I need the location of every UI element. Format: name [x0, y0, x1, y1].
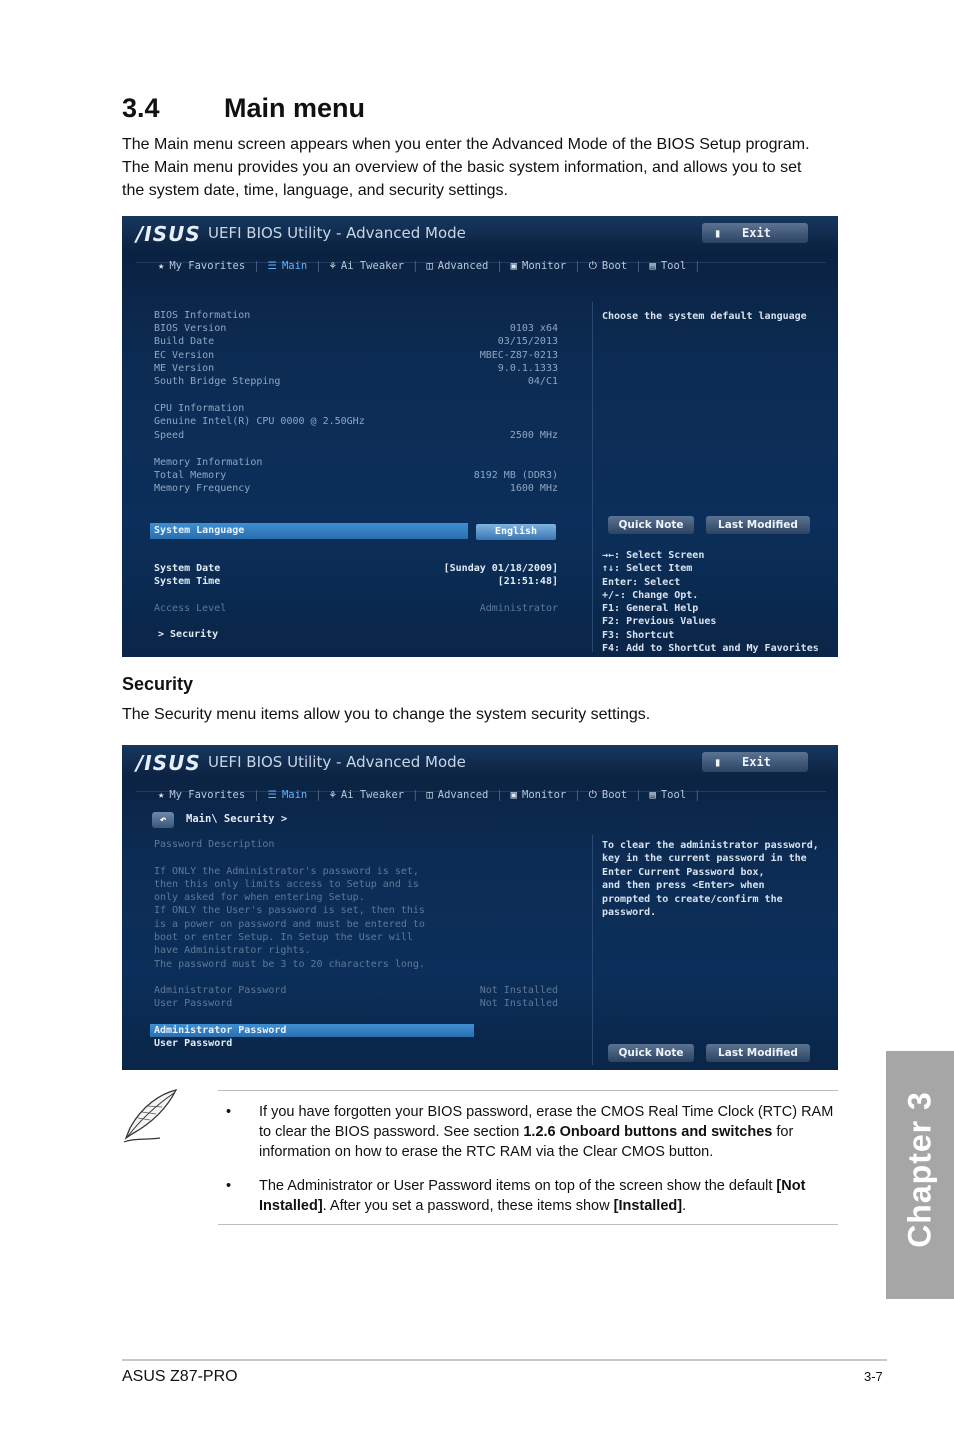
tab-advanced[interactable] [426, 260, 488, 272]
help-line: key in the current password in the [602, 853, 807, 865]
exit-button[interactable] [702, 223, 808, 243]
chapter-label: Chapter 3 [901, 1091, 938, 1248]
info-label: South Bridge Stepping [154, 376, 281, 387]
system-time-label: System Time [154, 576, 221, 587]
note-feather-icon [120, 1088, 180, 1146]
description-line: If ONLY the User's password is set, then this [154, 905, 425, 916]
tab-label: Monitor [522, 789, 567, 801]
list-icon: ☰ [267, 789, 277, 801]
tab-separator: | [253, 260, 260, 272]
info-label: Genuine Intel(R) CPU 0000 @ 2.50GHz [154, 416, 365, 427]
tab-ai-tweaker[interactable] [330, 789, 405, 801]
info-label: BIOS Version [154, 323, 227, 334]
tab-label: Boot [601, 259, 628, 272]
help-line: To clear the administrator password, [602, 840, 819, 851]
power-icon: ⏻ [588, 788, 597, 801]
intro-paragraph: The Main menu screen appears when you enter the Advanced Mode of the BIOS Setup program. The Main menu provides you an overview of the basic system information, and allows you to set the system date, time, language, and security settings. [122, 136, 810, 199]
help-text: Choose the system default language [602, 311, 807, 322]
description-line: boot or enter Setup. In Setup the User will [154, 932, 413, 943]
info-label: Memory Frequency [154, 483, 251, 494]
administrator-password-item[interactable]: Administrator Password [150, 1024, 474, 1037]
admin-password-status-value: Not Installed [479, 985, 558, 996]
advanced-icon: ◫ [426, 260, 433, 272]
note-bottom-rule [218, 1224, 838, 1225]
bios-titlebar [122, 216, 838, 250]
key-legend [602, 549, 819, 655]
info-value: 0103 x64 [509, 323, 558, 334]
info-label: Speed [154, 430, 185, 441]
note-text-part: for information on how to erase the RTC RAM via the Clear CMOS button. [259, 1124, 794, 1160]
user-password-status-value: Not Installed [479, 998, 558, 1009]
info-value: 9.0.1.1333 [497, 363, 558, 374]
system-date-value[interactable]: [Sunday 01/18/2009] [443, 563, 558, 574]
info-label: EC Version [154, 350, 215, 361]
exit-label: Exit [742, 226, 771, 240]
tab-separator: | [412, 260, 419, 272]
info-value: 8192 MB (DDR3) [473, 470, 558, 481]
note-text-part: If you have forgotten your BIOS password, erase the CMOS Real Time Clock (RTC) RAM to clear the BIOS password. See section [259, 1104, 834, 1140]
last-modified-button[interactable]: Last Modified [706, 1044, 810, 1062]
monitor-icon: ▣ [510, 789, 517, 801]
access-level-label: Access Level [154, 603, 227, 614]
bios-main-screenshot [122, 216, 838, 657]
page-number: 3-7 [864, 1369, 883, 1384]
info-label: ME Version [154, 363, 215, 374]
tab-label: Ai Tweaker [340, 789, 405, 801]
breadcrumb: Main\ Security > [186, 813, 288, 825]
info-label: Memory Information [154, 457, 263, 468]
security-heading: Security [122, 674, 194, 694]
description-line: The password must be 3 to 20 characters long. [154, 959, 425, 970]
key-hint: F3: Shortcut [602, 629, 675, 641]
tab-separator: | [574, 789, 581, 801]
system-date-label: System Date [154, 563, 221, 574]
system-language-item[interactable]: System Language [150, 523, 468, 539]
monitor-icon: ▣ [510, 260, 517, 272]
key-hint: ↑↓: Select Item [602, 563, 693, 575]
tab-separator: | [694, 789, 701, 801]
panel-divider [592, 302, 593, 652]
quick-note-button[interactable]: Quick Note [608, 1044, 694, 1062]
bios-tab-bar [158, 256, 798, 276]
password-description-title: Password Description [154, 839, 275, 850]
note-top-rule [218, 1090, 838, 1091]
description-line: only asked for when entering Setup. [154, 892, 365, 903]
note-text [259, 1176, 837, 1216]
info-value: 2500 MHz [509, 430, 558, 441]
tab-label: Main [281, 789, 308, 801]
tab-main[interactable] [268, 789, 308, 801]
language-select[interactable]: English [476, 524, 556, 540]
user-password-item[interactable]: User Password [154, 1038, 233, 1049]
quick-note-button[interactable]: Quick Note [608, 516, 694, 534]
back-arrow-icon[interactable]: ↶ [152, 812, 174, 828]
info-label: Build Date [154, 336, 215, 347]
tab-separator: | [315, 260, 322, 272]
tweaker-icon: ⚘ [329, 789, 336, 801]
default-value: [Not Installed] [259, 1178, 806, 1214]
bios-titlebar [122, 745, 838, 779]
key-hint: →←: Select Screen [602, 550, 705, 561]
tab-ai-tweaker[interactable] [330, 260, 405, 272]
tab-separator: | [635, 789, 642, 801]
info-label: BIOS Information [154, 310, 251, 321]
key-hint: +/-: Change Opt. [602, 589, 699, 601]
key-hint: F2: Previous Values [602, 616, 717, 628]
tab-label: Advanced [437, 260, 489, 272]
help-text [602, 839, 819, 919]
tool-icon: ▤ [649, 260, 656, 272]
tweaker-icon: ⚘ [329, 260, 336, 272]
info-value: 04/C1 [527, 376, 558, 387]
security-description: The Security menu items allow you to change the system security settings. [122, 706, 651, 723]
admin-password-status-label: Administrator Password [154, 985, 287, 996]
bios-app-title: UEFI BIOS Utility - Advanced Mode [208, 224, 466, 242]
info-value: MBEC-Z87-0213 [479, 350, 558, 361]
tab-separator: | [253, 789, 260, 801]
footer-product: ASUS Z87-PRO [122, 1368, 238, 1385]
help-line: prompted to create/confirm the [602, 893, 783, 905]
panel-divider [592, 835, 593, 1065]
user-password-status-label: User Password [154, 998, 233, 1009]
tab-label: Main [281, 260, 308, 272]
security-menu-item[interactable]: > Security [158, 629, 219, 640]
system-time-value[interactable]: [21:51:48] [497, 576, 558, 587]
tab-separator: | [635, 260, 642, 272]
tab-main[interactable] [268, 260, 308, 272]
note-text-part: . [682, 1198, 687, 1214]
info-label: CPU Information [154, 403, 245, 414]
tab-separator: | [496, 260, 503, 272]
tab-tool[interactable] [650, 789, 687, 801]
bullet: • [226, 1104, 232, 1120]
info-value: 1600 MHz [509, 483, 558, 494]
description-line: have Administrator rights. [154, 945, 311, 956]
key-hint: F4: Add to ShortCut and My Favorites [602, 643, 819, 655]
tab-advanced[interactable] [426, 789, 488, 801]
power-icon: ⏻ [588, 259, 597, 272]
tab-separator: | [412, 789, 419, 801]
info-value: 03/15/2013 [497, 336, 558, 347]
last-modified-button[interactable]: Last Modified [706, 516, 810, 534]
tab-label: Boot [601, 788, 628, 801]
bullet: • [226, 1178, 232, 1194]
section-title-text: Main menu [224, 93, 366, 123]
tab-monitor[interactable] [511, 260, 567, 272]
help-line: and then press <Enter> when [602, 880, 765, 892]
note-text [259, 1102, 837, 1162]
list-icon: ☰ [267, 260, 277, 272]
tab-separator: | [496, 789, 503, 801]
footer-rule [122, 1359, 887, 1361]
chapter-tab [886, 1051, 954, 1299]
tab-monitor[interactable] [511, 789, 567, 801]
tab-boot[interactable] [589, 789, 628, 802]
tab-label: Monitor [522, 260, 567, 272]
tab-label: Tool [660, 789, 687, 801]
star-icon: ★ [158, 260, 165, 272]
asus-logo: /ISUS [136, 751, 201, 775]
exit-label: Exit [742, 755, 771, 769]
section-title [122, 93, 365, 124]
exit-button[interactable] [702, 752, 808, 772]
key-hint: F1: General Help [602, 603, 699, 615]
star-icon: ★ [158, 789, 165, 801]
help-line: Enter Current Password box, [602, 866, 765, 878]
tab-my-favorites[interactable] [158, 260, 245, 272]
bios-app-title: UEFI BIOS Utility - Advanced Mode [208, 753, 466, 771]
tab-tool[interactable] [650, 260, 687, 272]
section-reference: 1.2.6 Onboard buttons and switches [523, 1124, 773, 1140]
info-label: Total Memory [154, 470, 227, 481]
tab-separator: | [694, 260, 701, 272]
asus-logo: /ISUS [136, 222, 201, 246]
description-line: is a power on password and must be entered to [154, 919, 425, 930]
tab-separator: | [315, 789, 322, 801]
key-hint: Enter: Select [602, 576, 681, 588]
note-text-part: . After you set a password, these items show [322, 1198, 614, 1214]
bios-tab-bar [158, 785, 798, 805]
tab-boot[interactable] [589, 260, 628, 273]
section-number: 3.4 [122, 93, 160, 123]
note-text-part: The Administrator or User Password items on top of the screen show the default [259, 1178, 777, 1194]
tab-label: My Favorites [169, 260, 246, 272]
description-line: then this only limits access to Setup and is [154, 879, 419, 890]
description-line: If ONLY the Administrator's password is set, [154, 866, 419, 877]
access-level-value: Administrator [479, 603, 558, 614]
tab-label: Advanced [437, 789, 489, 801]
tab-separator: | [574, 260, 581, 272]
bios-security-screenshot [122, 745, 838, 1070]
advanced-icon: ◫ [426, 789, 433, 801]
tab-label: Tool [660, 260, 687, 272]
tool-icon: ▤ [649, 789, 656, 801]
tab-label: My Favorites [169, 789, 246, 801]
tab-label: Ai Tweaker [340, 260, 405, 272]
help-line: password. [602, 907, 657, 919]
exit-door-icon: ▮ [714, 226, 722, 240]
tab-my-favorites[interactable] [158, 789, 245, 801]
exit-door-icon: ▮ [714, 755, 722, 769]
installed-value: [Installed] [613, 1198, 683, 1214]
